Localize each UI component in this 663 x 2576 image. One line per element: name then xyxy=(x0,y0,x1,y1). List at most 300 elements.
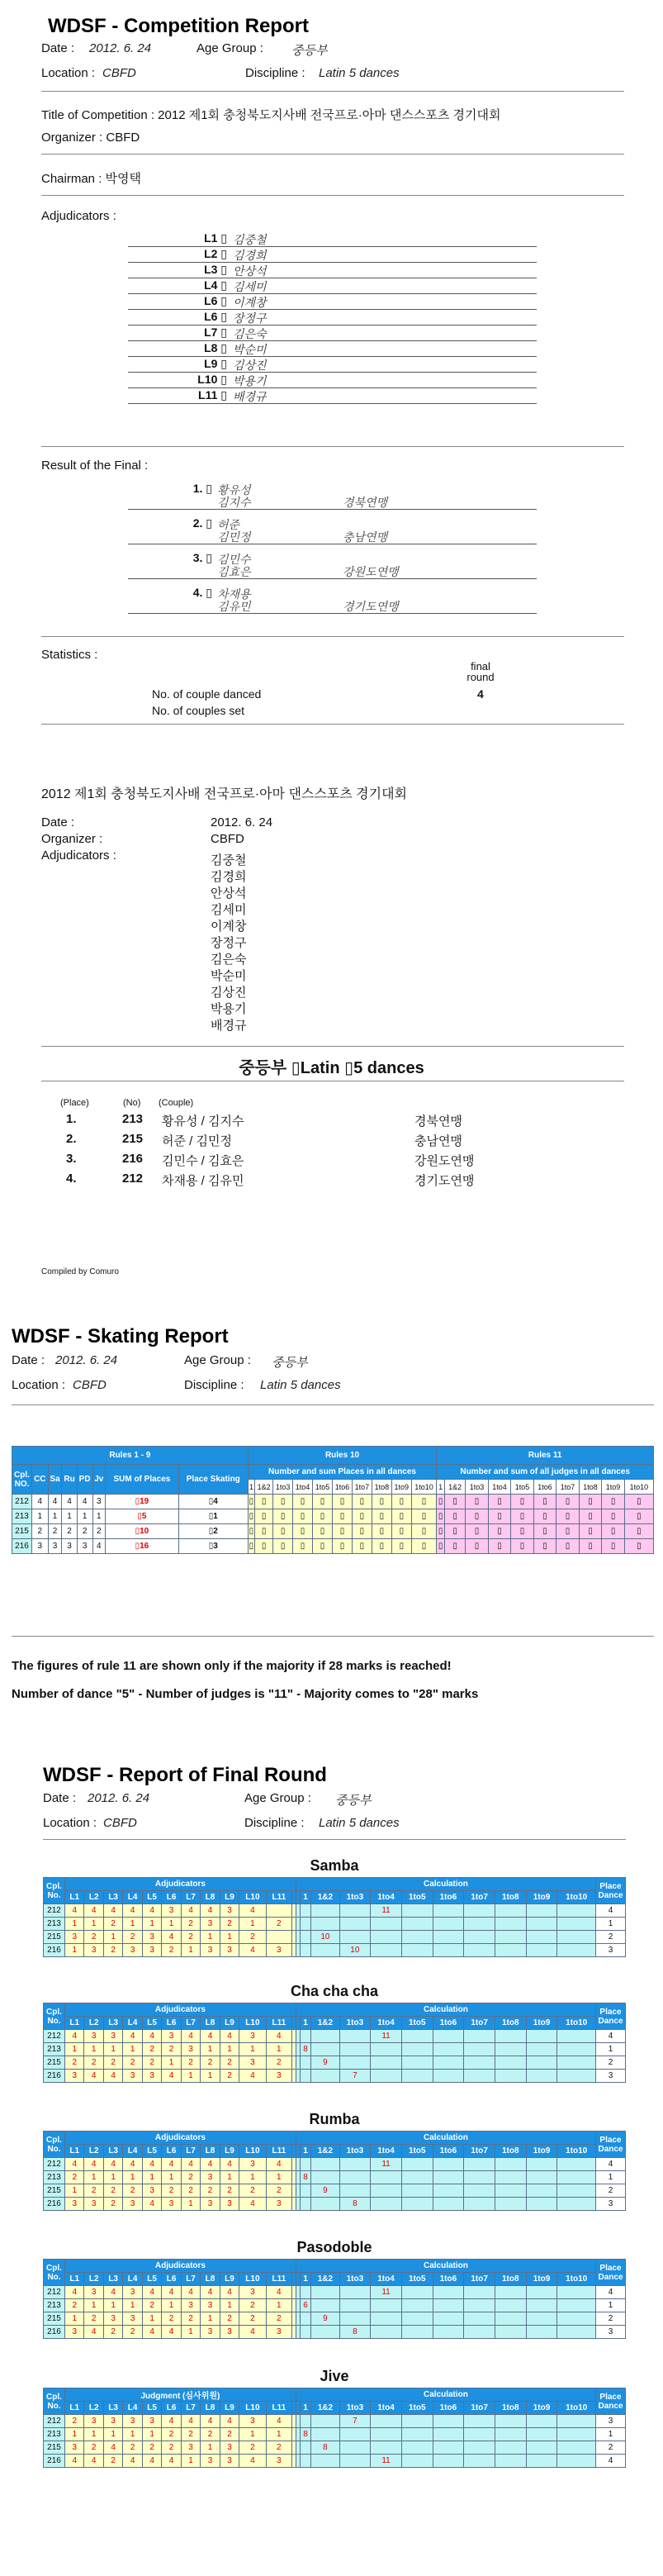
fr-judge-mark: 1 xyxy=(162,1918,181,1931)
fr-judge-col-header: L2 xyxy=(84,2273,103,2286)
fr-cpl-no-header: Cpl. No. xyxy=(44,2388,65,2415)
fr-calc-cell xyxy=(557,2312,596,2326)
fr-judge-mark: 3 xyxy=(239,2056,266,2070)
fr-calc-cell xyxy=(526,2158,557,2171)
fr-calc-cell xyxy=(557,2184,596,2198)
fr-place-dance: 3 xyxy=(596,2198,626,2211)
sk-rule11-cell: ▯ xyxy=(579,1495,602,1509)
fr-place-dance: 2 xyxy=(596,2056,626,2070)
adjudicator-row xyxy=(128,231,537,247)
fr-judge-mark: 2 xyxy=(162,2184,181,2198)
fr-calc-cell xyxy=(311,1944,339,1957)
adjudicator-row xyxy=(128,294,537,310)
fr-calc-cell xyxy=(464,1918,495,1931)
fr-age-group-value: 중등부 xyxy=(335,1794,372,1808)
fr-judge-mark: 2 xyxy=(103,2184,122,2198)
sk-rule11-cell: ▯ xyxy=(533,1495,556,1509)
fr-judge-col-header: L1 xyxy=(65,2273,84,2286)
fr-judge-mark: 1 xyxy=(84,1918,103,1931)
fr-judge-col-header: L1 xyxy=(65,2017,84,2030)
cr-location-value: CBFD xyxy=(102,66,136,80)
ov-adjudicator-name: 이계창 xyxy=(211,920,247,934)
fr-judge-mark: 2 xyxy=(123,2441,142,2455)
fr-judge-mark: 4 xyxy=(103,2070,122,2083)
sk-dance-place: 4 xyxy=(62,1495,77,1509)
fr-judge-mark: 3 xyxy=(201,2326,220,2339)
fr-judge-col-header: L10 xyxy=(239,2273,266,2286)
result-line-partner xyxy=(128,598,537,614)
fr-judge-mark: 3 xyxy=(65,1931,84,1944)
fr-judge-mark: 3 xyxy=(123,2198,142,2211)
fr-calc-cell xyxy=(401,2286,433,2299)
fr-calc-cell xyxy=(464,1931,495,1944)
fr-judge-mark: 1 xyxy=(103,1931,122,1944)
fr-couple-no: 213 xyxy=(44,2171,65,2184)
fr-judge-mark: 2 xyxy=(220,2428,239,2441)
fr-calc-cell: 11 xyxy=(371,2030,402,2043)
sk-rule11-cell: ▯ xyxy=(488,1509,511,1524)
fr-judge-col-header: L3 xyxy=(103,2273,122,2286)
fr-adjudicators-header: Adjudicators xyxy=(65,2260,296,2273)
fr-calc-cell xyxy=(311,2030,339,2043)
divider xyxy=(41,91,624,92)
fr-calc-col-header: 1&2 xyxy=(311,2273,339,2286)
fr-calc-cell xyxy=(433,2455,464,2468)
fr-header-row-1 xyxy=(44,1878,626,1891)
adjudicator-name: 김경희 xyxy=(233,249,267,262)
fr-judge-col-header: L4 xyxy=(123,2145,142,2158)
fr-table-wrap xyxy=(43,2388,626,2468)
fr-calc-cell: 11 xyxy=(371,2455,402,2468)
fr-calc-cell xyxy=(464,2030,495,2043)
fr-judge-mark: 2 xyxy=(181,2428,200,2441)
divider xyxy=(41,636,624,637)
divider xyxy=(41,724,624,725)
fr-judge-mark: 3 xyxy=(142,2415,161,2428)
fr-calc-col-header: 1to3 xyxy=(339,1891,371,1904)
fr-calc-col-header: 1to6 xyxy=(433,2273,464,2286)
ov-adjudicator-name: 김중철 xyxy=(211,853,247,867)
sk-rule11-cell: ▯ xyxy=(444,1524,465,1539)
result-leader: 허준 xyxy=(217,518,240,531)
result-place: 3. ▯ xyxy=(192,551,212,564)
fr-judge-mark: 2 xyxy=(239,1931,266,1944)
fr-calc-cell xyxy=(495,2441,526,2455)
fr-place-dance-header: Place Dance xyxy=(596,2003,626,2030)
fr-calc-cell xyxy=(526,1904,557,1918)
fr-place-dance-header: Place Dance xyxy=(596,2388,626,2415)
fr-judge-mark: 4 xyxy=(123,2158,142,2171)
fr-calc-col-header: 1 xyxy=(300,1891,311,1904)
fr-judge-mark: 4 xyxy=(84,1904,103,1918)
fr-calc-cell xyxy=(433,2158,464,2171)
fr-row xyxy=(44,1944,626,1957)
fr-row xyxy=(44,2326,626,2339)
result-partner: 김민정 xyxy=(217,530,251,544)
fr-judge-mark: 1 xyxy=(123,2299,142,2312)
fr-judge-mark: 3 xyxy=(65,2070,84,2083)
sk-dance-place: 2 xyxy=(62,1524,77,1539)
fr-calc-cell xyxy=(311,2043,339,2056)
ov-club: 충남연맹 xyxy=(414,1134,462,1148)
fr-judge-mark: 3 xyxy=(266,1944,291,1957)
sk-dance-place: 1 xyxy=(77,1509,92,1524)
fr-judge-mark: 2 xyxy=(239,2312,266,2326)
sk-rule11-cell: ▯ xyxy=(511,1539,534,1554)
fr-calc-cell xyxy=(339,2158,371,2171)
fr-calc-col-header: 1to7 xyxy=(464,1891,495,1904)
fr-calc-cell xyxy=(557,2198,596,2211)
fr-calc-cell xyxy=(300,2415,311,2428)
fr-calc-col-header: 1to6 xyxy=(433,2402,464,2415)
sk-rule11-cell: ▯ xyxy=(579,1524,602,1539)
fr-judge-mark: 2 xyxy=(220,2056,239,2070)
fr-calc-cell xyxy=(339,2312,371,2326)
sk-rule10-cell: ▯ xyxy=(411,1539,437,1554)
fr-place-dance: 1 xyxy=(596,2171,626,2184)
fr-calc-cell xyxy=(495,1904,526,1918)
fr-judge-mark: 3 xyxy=(181,2441,200,2455)
fr-calc-cell xyxy=(371,2415,402,2428)
sk-header-row-2 xyxy=(12,1465,654,1480)
fr-judge-mark: 2 xyxy=(84,2184,103,2198)
fr-dance-table xyxy=(43,2388,626,2468)
fr-calc-cell xyxy=(433,1918,464,1931)
fr-calc-cell xyxy=(557,1904,596,1918)
fr-header-row-2 xyxy=(44,1891,626,1904)
fr-judge-col-header: L6 xyxy=(162,1891,181,1904)
adjudicator-code: L2 ▯ xyxy=(204,247,227,260)
sk-couple-no: 215 xyxy=(12,1524,32,1539)
sk-place-col-header: 1to5 xyxy=(313,1480,333,1495)
cr-couples-danced: No. of couple danced xyxy=(152,687,262,701)
fr-judge-col-header: L9 xyxy=(220,2145,239,2158)
fr-calc-col-header: 1to6 xyxy=(433,2145,464,2158)
fr-judge-mark: 3 xyxy=(103,2030,122,2043)
fr-judge-mark: 4 xyxy=(220,2030,239,2043)
result-club: 강원도연맹 xyxy=(343,565,399,578)
fr-calc-col-header: 1to4 xyxy=(371,2017,402,2030)
fr-calc-cell xyxy=(433,2415,464,2428)
fr-calc-cell: 7 xyxy=(339,2415,371,2428)
sk-place-col-header: 1to10 xyxy=(624,1480,653,1495)
adjudicator-row xyxy=(128,373,537,388)
fr-couple-no: 213 xyxy=(44,2299,65,2312)
fr-calc-col-header: 1 xyxy=(300,2017,311,2030)
sk-rule10-cell: ▯ xyxy=(372,1524,391,1539)
sk-place-col-header: 1to7 xyxy=(556,1480,580,1495)
ov-couple: 차재용 / 김유민 xyxy=(162,1174,244,1188)
fr-judge-mark: 3 xyxy=(84,1944,103,1957)
cr-location-label: Location : xyxy=(41,66,96,80)
sk-rule10-cell: ▯ xyxy=(313,1524,333,1539)
fr-judge-col-header: L9 xyxy=(220,2017,239,2030)
result-partner: 김효은 xyxy=(217,565,251,578)
fr-judge-mark: 1 xyxy=(162,2056,181,2070)
sk-rule10-cell: ▯ xyxy=(273,1524,293,1539)
fr-row xyxy=(44,2030,626,2043)
fr-judge-col-header: L3 xyxy=(103,1891,122,1904)
fr-calc-cell xyxy=(526,2286,557,2299)
fr-calc-cell xyxy=(526,2326,557,2339)
sk-location-label: Location : xyxy=(12,1378,66,1392)
fr-judge-mark: 3 xyxy=(201,1944,220,1957)
sk-sum: ▯10 xyxy=(106,1524,179,1539)
fr-calc-cell xyxy=(557,2326,596,2339)
fr-judge-mark: 1 xyxy=(201,2441,220,2455)
adjudicator-row xyxy=(128,341,537,357)
sk-place-col-header: 1to4 xyxy=(293,1480,313,1495)
sk-place: ▯4 xyxy=(178,1495,248,1509)
fr-judge-mark: 3 xyxy=(142,2070,161,2083)
fr-header-row-2 xyxy=(44,2145,626,2158)
sk-rule10-cell: ▯ xyxy=(313,1495,333,1509)
sk-rule11-cell: ▯ xyxy=(466,1495,489,1509)
fr-judge-mark: 3 xyxy=(220,1944,239,1957)
fr-calc-col-header: 1to7 xyxy=(464,2402,495,2415)
fr-header-row-1 xyxy=(44,2260,626,2273)
fr-table-wrap xyxy=(43,1877,626,1957)
fr-judge-mark: 2 xyxy=(266,2312,291,2326)
fr-calc-cell xyxy=(433,1904,464,1918)
sk-place: ▯1 xyxy=(178,1509,248,1524)
sk-rules-1-9-header: Rules 1 - 9 xyxy=(12,1447,249,1465)
fr-judge-mark: 2 xyxy=(103,2198,122,2211)
sk-dance-place: 3 xyxy=(62,1539,77,1554)
fr-calc-cell xyxy=(433,2043,464,2056)
fr-calc-col-header: 1to4 xyxy=(371,2402,402,2415)
sk-rule11-cell: ▯ xyxy=(511,1509,534,1524)
fr-judge-mark: 2 xyxy=(142,2441,161,2455)
fr-judge-mark: 1 xyxy=(103,2299,122,2312)
fr-place-dance: 4 xyxy=(596,1904,626,1918)
fr-judge-col-header: L5 xyxy=(142,1891,161,1904)
fr-calc-cell xyxy=(300,2056,311,2070)
fr-calc-cell xyxy=(526,2184,557,2198)
fr-judge-col-header: L5 xyxy=(142,2402,161,2415)
fr-row xyxy=(44,2415,626,2428)
fr-calculation-header: Calculation xyxy=(296,2388,595,2402)
ov-adjudicators-label: Adjudicators : xyxy=(41,848,116,863)
sk-rule11-cell: ▯ xyxy=(556,1539,580,1554)
fr-judge-mark: 1 xyxy=(181,2326,200,2339)
fr-row xyxy=(44,2455,626,2468)
fr-calc-cell xyxy=(464,1944,495,1957)
fr-row xyxy=(44,2312,626,2326)
fr-judge-mark: 2 xyxy=(201,2184,220,2198)
fr-judge-mark: 3 xyxy=(65,2326,84,2339)
fr-calc-cell xyxy=(495,2171,526,2184)
fr-judge-mark: 2 xyxy=(239,2441,266,2455)
sk-rule11-cell: ▯ xyxy=(533,1524,556,1539)
sk-sum: ▯16 xyxy=(106,1539,179,1554)
sk-rule10-cell: ▯ xyxy=(293,1524,313,1539)
adjudicator-row xyxy=(128,326,537,341)
fr-header-row-1 xyxy=(44,2003,626,2017)
adjudicator-code: L6 ▯ xyxy=(204,310,227,323)
fr-judge-col-header: L11 xyxy=(266,2145,291,2158)
fr-calc-cell xyxy=(464,2299,495,2312)
fr-calc-cell xyxy=(557,2455,596,2468)
adjudicator-code: L8 ▯ xyxy=(204,341,227,354)
fr-calc-cell xyxy=(526,2441,557,2455)
fr-calc-cell xyxy=(401,2441,433,2455)
sk-rule11-cell: ▯ xyxy=(624,1509,653,1524)
fr-calc-cell xyxy=(557,1918,596,1931)
result-leader: 차재용 xyxy=(217,587,251,601)
fr-judge-mark: 4 xyxy=(239,1904,266,1918)
fr-calc-cell xyxy=(401,2043,433,2056)
fr-judge-mark: 1 xyxy=(239,2171,266,2184)
fr-calc-cell xyxy=(433,1931,464,1944)
fr-calc-cell xyxy=(495,2326,526,2339)
fr-judge-mark: 2 xyxy=(162,2428,181,2441)
fr-calc-cell xyxy=(495,2312,526,2326)
fr-judge-mark: 4 xyxy=(65,2158,84,2171)
fr-judge-mark: 2 xyxy=(65,2171,84,2184)
fr-judge-mark: 4 xyxy=(266,2415,291,2428)
adjudicator-code: L4 ▯ xyxy=(204,278,227,292)
fr-judge-mark: 2 xyxy=(84,2056,103,2070)
fr-judge-mark: 4 xyxy=(181,2415,200,2428)
fr-judge-mark: 3 xyxy=(103,2415,122,2428)
fr-judge-mark: 2 xyxy=(201,2056,220,2070)
fr-calc-cell xyxy=(464,2441,495,2455)
fr-calc-cell xyxy=(557,1944,596,1957)
ov-adjudicator-name: 김경희 xyxy=(211,870,247,884)
fr-judge-col-header: L7 xyxy=(181,2402,200,2415)
fr-judge-mark: 4 xyxy=(162,2326,181,2339)
fr-calc-cell xyxy=(495,2158,526,2171)
fr-judge-mark: 1 xyxy=(142,2312,161,2326)
fr-judge-mark: 1 xyxy=(142,2428,161,2441)
fr-judge-mark: 1 xyxy=(103,2171,122,2184)
sk-rule10-cell: ▯ xyxy=(293,1539,313,1554)
fr-calculation-header: Calculation xyxy=(296,2260,595,2273)
fr-calc-col-header: 1to9 xyxy=(526,1891,557,1904)
fr-judge-col-header: L3 xyxy=(103,2402,122,2415)
fr-judge-mark: 4 xyxy=(142,2286,161,2299)
sk-note-majority: Number of dance "5" - Number of judges is "11" - Majority comes to "28" marks xyxy=(12,1687,479,1701)
ov-adjudicator-name: 박용기 xyxy=(211,1002,247,1016)
adjudicator-row xyxy=(128,388,537,404)
fr-judge-col-header: L3 xyxy=(103,2017,122,2030)
fr-judge-mark: 1 xyxy=(65,2043,84,2056)
fr-calc-col-header: 1to9 xyxy=(526,2017,557,2030)
cr-age-group-label: Age Group : xyxy=(197,41,263,55)
sk-rule10-cell: ▯ xyxy=(391,1524,411,1539)
skating-table xyxy=(12,1446,654,1554)
fr-judge-mark: 2 xyxy=(181,2184,200,2198)
fr-calc-cell xyxy=(371,2312,402,2326)
sk-rule10-cell: ▯ xyxy=(391,1539,411,1554)
sk-place-col-header: 1 xyxy=(248,1480,254,1495)
fr-judge-mark: 2 xyxy=(220,2312,239,2326)
fr-adjudicators-header: Adjudicators xyxy=(65,2003,296,2017)
fr-judge-col-header: L6 xyxy=(162,2017,181,2030)
fr-judge-mark: 2 xyxy=(181,2056,200,2070)
fr-calc-col-header: 1to10 xyxy=(557,1891,596,1904)
fr-location-label: Location : xyxy=(43,1816,97,1830)
adjudicator-name: 안상석 xyxy=(233,264,267,278)
sk-place: ▯3 xyxy=(178,1539,248,1554)
sk-rule10-cell: ▯ xyxy=(248,1539,254,1554)
sk-col-header: Place Skating xyxy=(178,1465,248,1495)
fr-judge-mark: 3 xyxy=(181,2299,200,2312)
fr-judge-mark: 4 xyxy=(266,2158,291,2171)
sk-couple-no: 212 xyxy=(12,1495,32,1509)
fr-row xyxy=(44,2043,626,2056)
fr-cpl-no-header: Cpl. No. xyxy=(44,2132,65,2158)
divider xyxy=(12,1636,654,1637)
fr-calc-cell xyxy=(401,2056,433,2070)
fr-header-row-2 xyxy=(44,2402,626,2415)
sk-place-col-header: 1to6 xyxy=(533,1480,556,1495)
sk-rule11-cell: ▯ xyxy=(466,1539,489,1554)
sk-place-col-header: 1to7 xyxy=(352,1480,372,1495)
fr-place-dance: 4 xyxy=(596,2030,626,2043)
fr-judge-mark: 4 xyxy=(65,2455,84,2468)
fr-calc-cell xyxy=(371,2428,402,2441)
fr-calculation-header: Calculation xyxy=(296,2132,595,2145)
fr-calc-col-header: 1&2 xyxy=(311,2017,339,2030)
fr-calc-col-header: 1to10 xyxy=(557,2402,596,2415)
sk-dance-place: 3 xyxy=(77,1539,92,1554)
ov-adjudicator-name: 김세미 xyxy=(211,903,247,917)
fr-judge-mark: 2 xyxy=(65,2056,84,2070)
fr-calc-col-header: 1to3 xyxy=(339,2017,371,2030)
fr-judge-mark: 2 xyxy=(239,2184,266,2198)
fr-date-value: 2012. 6. 24 xyxy=(88,1791,150,1805)
divider xyxy=(41,195,624,196)
fr-judge-col-header: L11 xyxy=(266,2402,291,2415)
fr-age-group-label: Age Group : xyxy=(244,1791,311,1805)
fr-judge-col-header: L5 xyxy=(142,2145,161,2158)
fr-calc-col-header: 1to9 xyxy=(526,2402,557,2415)
fr-calc-cell xyxy=(339,2030,371,2043)
fr-calc-cell xyxy=(339,2056,371,2070)
sk-rule11-cell: ▯ xyxy=(624,1495,653,1509)
fr-calc-col-header: 1to9 xyxy=(526,2145,557,2158)
fr-judge-mark: 4 xyxy=(65,2030,84,2043)
sk-rule10-cell: ▯ xyxy=(332,1509,352,1524)
fr-calc-col-header: 1to8 xyxy=(495,2017,526,2030)
fr-judge-col-header: L4 xyxy=(123,2273,142,2286)
fr-place-dance: 3 xyxy=(596,2326,626,2339)
fr-calc-cell xyxy=(300,2184,311,2198)
cr-date-value: 2012. 6. 24 xyxy=(89,41,152,55)
fr-calc-cell xyxy=(300,2158,311,2171)
fr-judge-mark: 2 xyxy=(201,2428,220,2441)
fr-calc-col-header: 1&2 xyxy=(311,2145,339,2158)
fr-calc-cell xyxy=(557,2428,596,2441)
fr-judge-mark: 4 xyxy=(220,2158,239,2171)
sk-rule11-cell: ▯ xyxy=(511,1524,534,1539)
ov-adjudicator-name: 장정구 xyxy=(211,936,247,950)
fr-judge-col-header: L8 xyxy=(201,2017,220,2030)
sk-rule10-cell: ▯ xyxy=(411,1509,437,1524)
fr-header-row-1 xyxy=(44,2132,626,2145)
fr-couple-no: 216 xyxy=(44,2326,65,2339)
fr-calc-cell xyxy=(300,2030,311,2043)
fr-judge-mark: 1 xyxy=(220,2299,239,2312)
fr-judge-mark: 2 xyxy=(266,2441,291,2455)
fr-judge-mark: 4 xyxy=(142,2158,161,2171)
result-line-partner xyxy=(128,494,537,510)
fr-calc-cell xyxy=(300,1931,311,1944)
fr-calc-cell xyxy=(339,2299,371,2312)
result-line-partner xyxy=(128,563,537,579)
